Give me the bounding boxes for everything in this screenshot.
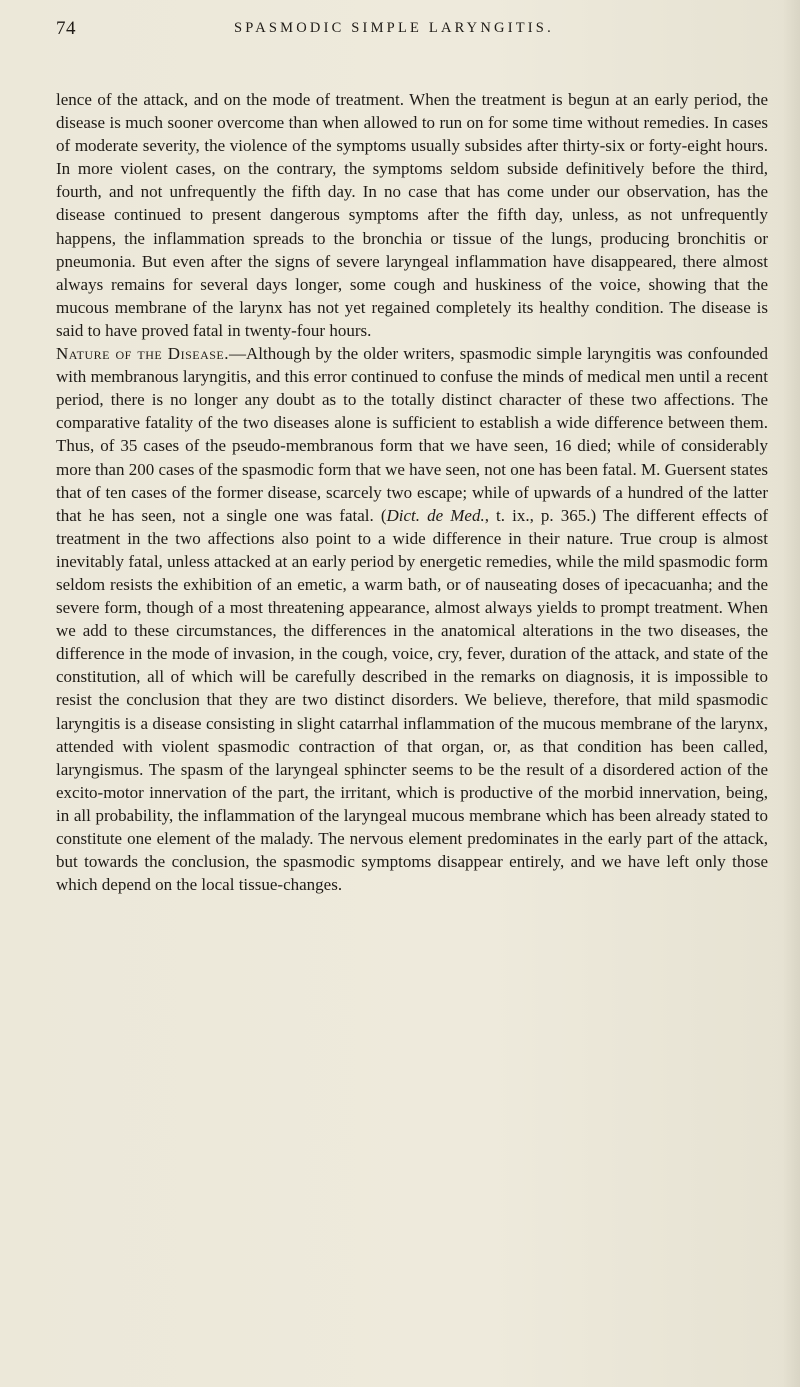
running-head: SPASMODIC SIMPLE LARYNGITIS. [234, 20, 554, 36]
paragraph-nature-of-disease [56, 342, 768, 896]
section-heading-nature-of-disease: Nature of the Disease. [56, 344, 230, 364]
page-edge-shadow [782, 0, 800, 1387]
page-header [56, 18, 756, 46]
page-number: 74 [56, 18, 76, 39]
paragraph-text-part-b: , t. ix., p. 365.) The different effects of treatment in the two affections also point to a wide difference in their nature. True croup is almost inevitably fatal, unless attacked at an early period by energetic remedies, while the mild spasmodic form seldom resists the exhibition of an emetic, a warm bath, or of nauseating doses of ipecacuanha; and the severe form, though of a most threatening appearance, almost always yields to prompt treatment. When we add to these circumstances, the differences in the anatomical alterations in the two diseases, the difference in the mode of invasion, in the cough, voice, cry, fever, duration of the attack, and state of the constitution, all of which will be carefully described in the remarks on diagnosis, it is impossible to resist the conclusion that they are two distinct disorders. We believe, therefore, that mild spasmodic laryngitis is a disease consisting in slight catarrhal inflammation of the mucous membrane of the larynx, attended with violent spasmodic contraction of that organ, or, as that condition has been called, laryngismus. The spasm of the laryngeal sphincter seems to be the result of a disordered action of the excito-motor innervation of the part, the irritant, which is productive of the morbid innervation, being, in all probability, the inflammation of the laryngeal mucous membrane which has been already stated to constitute one element of the malady. The nervous element predominates in the early part of the attack, but towards the conclusion, the spasmodic symptoms disappear entirely, and we have left only those which depend on the local tissue-changes. [56, 505, 768, 895]
paragraph-continuation: lence of the attack, and on the mode of treatment. When the treatment is begun at an early period, the disease is much sooner overcome than when allowed to run on for some time without remedies. In cases of moderate severity, the violence of the symptoms usually subsides after thirty-six or forty-eight hours. In more violent cases, on the contrary, the symptoms seldom subside definitively before the third, fourth, and not unfrequently the fifth day. In no case that has come under our observation, has the disease continued to present dangerous symptoms after the fifth day, unless, as not unfrequently happens, the inflammation spreads to the bronchia or tissue of the lungs, producing bronchitis or pneumonia. But even after the signs of severe laryngeal inflammation have disappeared, there almost always remains for several days longer, some cough and huskiness of the voice, showing that the mucous membrane of the larynx has not yet regained completely its healthy condition. The disease is said to have proved fatal in twenty-four hours. [56, 90, 768, 340]
paragraph-text-part-a: —Although by the older writers, spasmodic simple laryngitis was confounded with membranous laryngitis, and this error continued to confuse the minds of medical men until a recent period, there is no longer any doubt as to the totally distinct character of these two affections. The comparative fatality of the two diseases alone is sufficient to establish a wide difference between them. Thus, of 35 cases of the pseudo-membranous form that we have seen, 16 died; while of considerably more than 200 cases of the spasmodic form that we have seen, not one has been fatal. M. Guersent states that of ten cases of the former disease, scarcely two escape; while of upwards of a hundred of the latter that he has seen, not a single one was fatal. ( [56, 344, 768, 525]
body-text [56, 88, 768, 896]
citation-dict-de-med: Dict. de Med. [386, 505, 485, 525]
